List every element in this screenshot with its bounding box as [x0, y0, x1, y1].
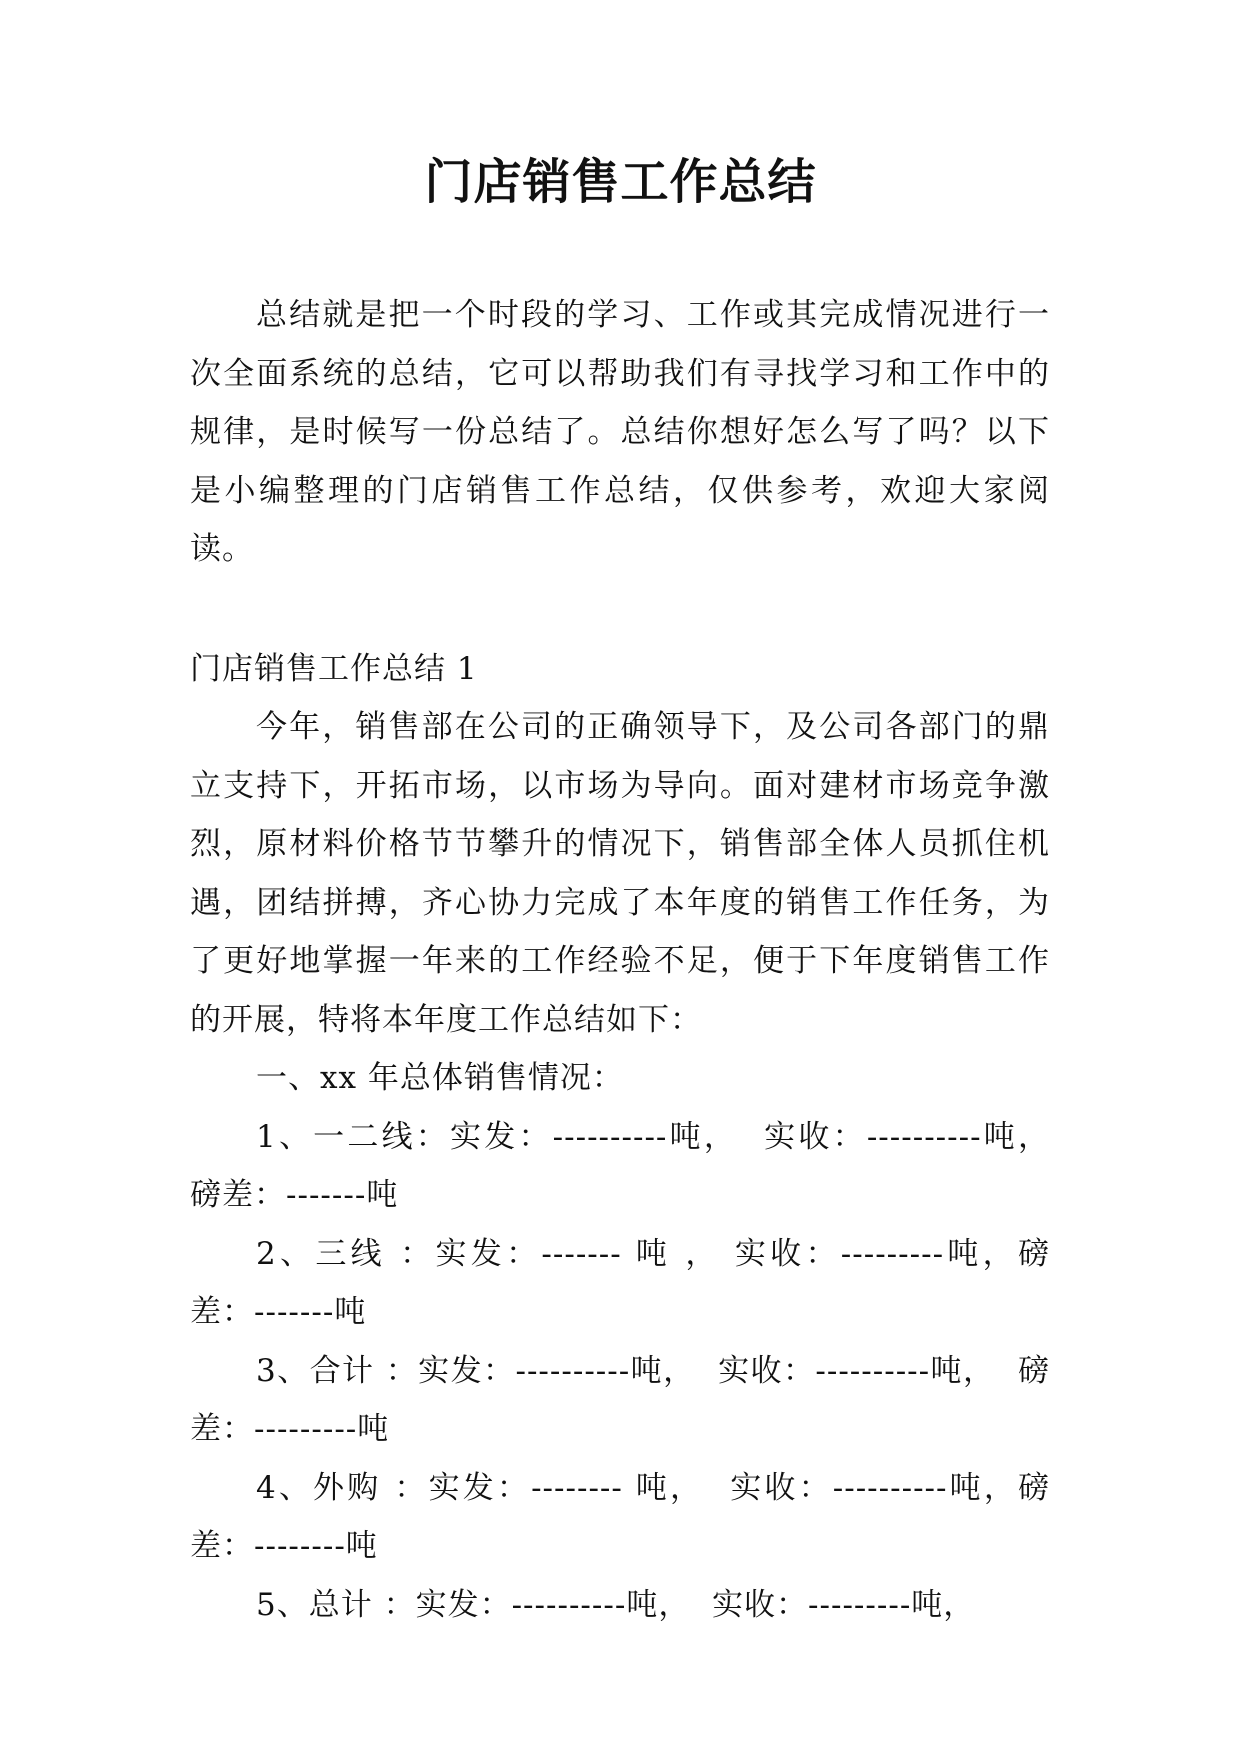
- list-item: 2、三线 ：实发：------- 吨 ， 实收：---------吨，磅差：-------吨: [190, 1235, 1050, 1330]
- list-item: 3、合计 ：实发：----------吨， 实收：----------吨， 磅差：---------吨: [190, 1352, 1050, 1447]
- section-heading: 门店销售工作总结 1: [190, 650, 478, 687]
- list-item: 1、一二线：实发：----------吨， 实收：----------吨， 磅差：-------吨: [190, 1118, 1072, 1213]
- document-title: 门店销售工作总结: [424, 154, 817, 210]
- subheading: 一、xx 年总体销售情况：: [256, 1060, 624, 1096]
- body-paragraph: 今年，销售部在公司的正确领导下，及公司各部门的鼎立支持下，开拓市场，以市场为导向。面对建材市场竞争激烈，原材料价格节节攀升的情况下，销售部全体人员抓住机遇，团结拼搏，齐心协力完成了本年度的销售工作任务，为了更好地掌握一年来的工作经验不足，便于下年度销售工作的开展，特将本年度工作总结如下：: [190, 709, 1050, 1038]
- intro-paragraph: 总结就是把一个时段的学习、工作或其完成情况进行一次全面系统的总结，它可以帮助我们有寻找学习和工作中的规律，是时候写一份总结了。总结你想好怎么写了吗？以下是小编整理的门店销售工作总结，仅供参考，欢迎大家阅读。: [190, 297, 1050, 567]
- document-body: [190, 286, 1072, 1634]
- list-item: 4、外购 ：实发：-------- 吨， 实收：----------吨，磅差：--------吨: [190, 1469, 1050, 1564]
- list-item: 5、总计 ：实发：----------吨， 实收：---------吨，: [256, 1586, 976, 1623]
